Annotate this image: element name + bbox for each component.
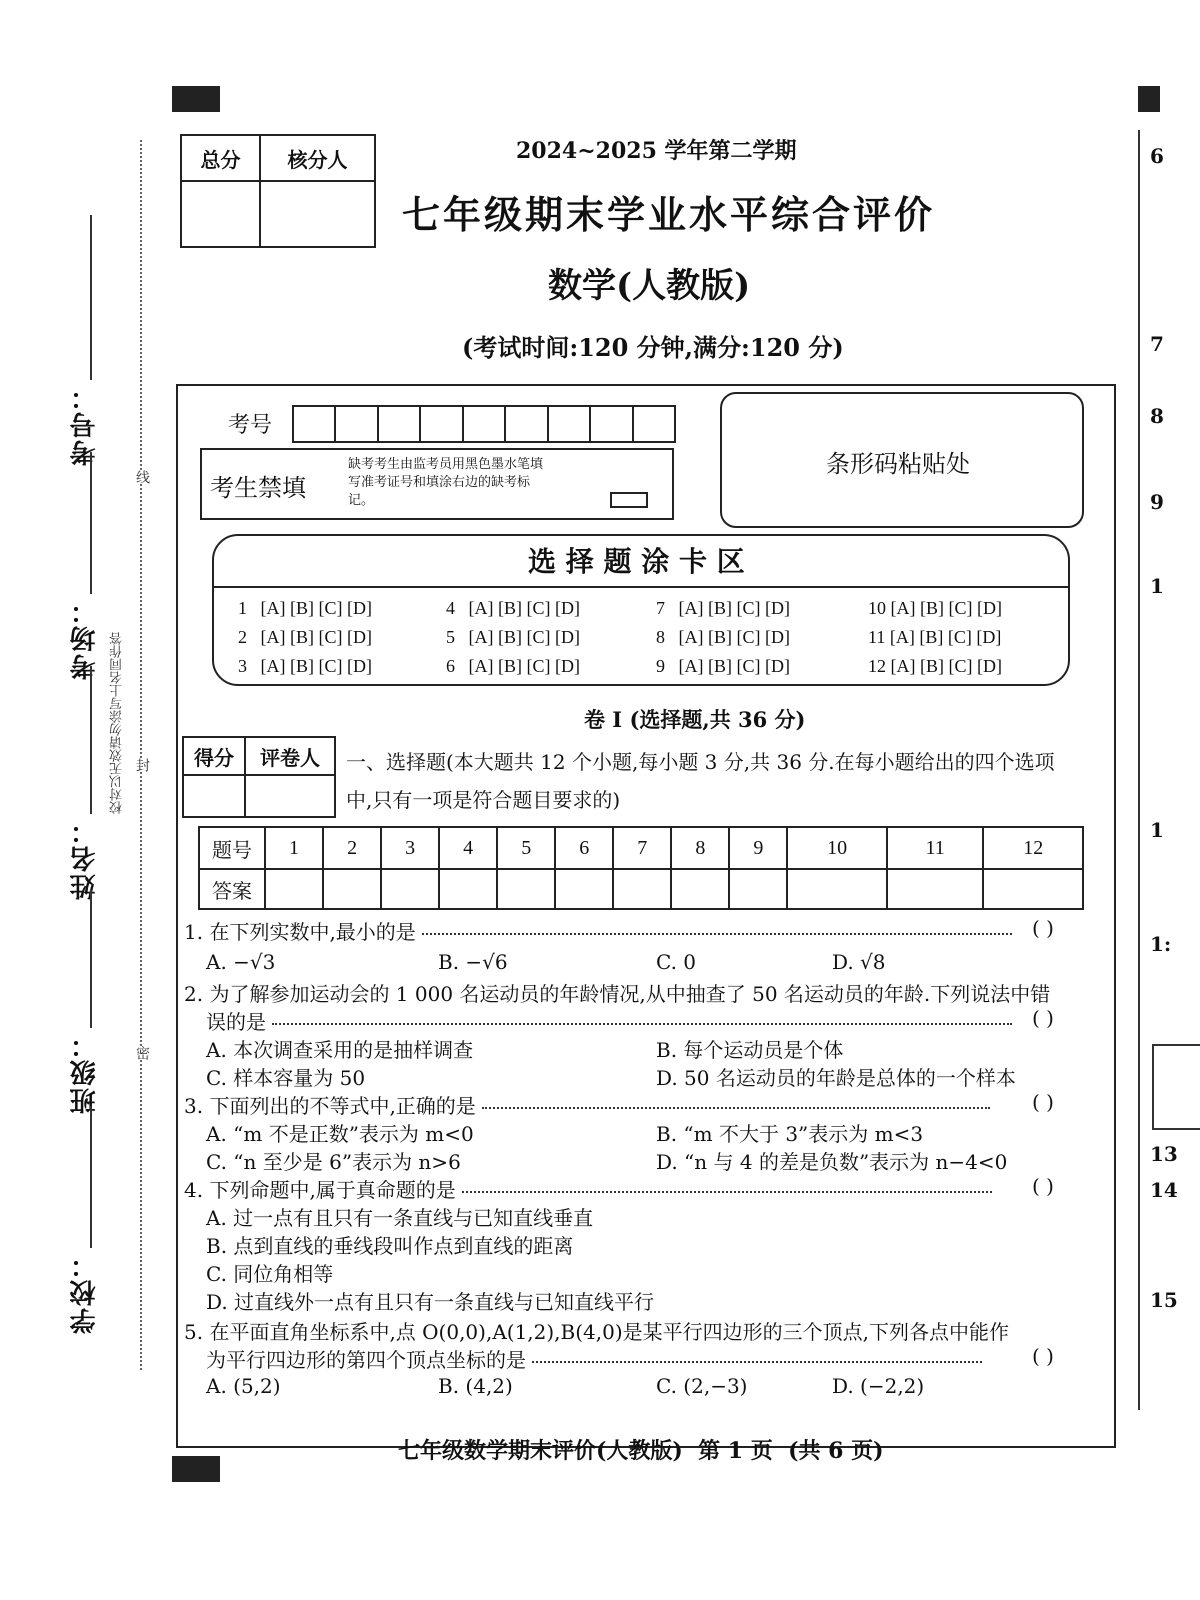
question-1-option-a: A. −√3 — [206, 950, 276, 974]
answer-cell[interactable] — [265, 869, 323, 909]
answer-cell[interactable] — [323, 869, 381, 909]
answer-paren[interactable]: ( ) — [1032, 1090, 1054, 1114]
bubble-col-4[interactable]: 10 [A] [B] [C] [D] 11 [A] [B] [C] [D] 12 [A] [B] [C] [D] — [868, 598, 1002, 676]
exam-no-label: 考号 — [228, 413, 273, 438]
answer-paren[interactable]: ( ) — [1032, 1006, 1054, 1030]
question-1-stem: 1. 在下列实数中,最小的是 — [184, 916, 1012, 945]
question-4-option-d: D. 过直线外一点有且只有一条直线与已知直线平行 — [206, 1290, 655, 1314]
section1-instruction-2: 中,只有一项是符合题目要求的) — [346, 788, 621, 812]
binding-line-4 — [90, 890, 92, 1028]
answer-table-row-label: 答案 — [199, 869, 265, 909]
answer-cell[interactable] — [497, 869, 555, 909]
question-1-option-d: D. √8 — [832, 950, 886, 974]
question-4-option-a: A. 过一点有且只有一条直线与已知直线垂直 — [206, 1206, 594, 1230]
next-page-edge — [1138, 130, 1200, 1410]
question-5-stem: 5. 在平面直角坐标系中,点 O(0,0),A(1,2),B(4,0)是某平行四边形的三个顶点,下列各点中能作 — [184, 1320, 1009, 1344]
answer-table-num: 9 — [729, 827, 787, 869]
grader-label: 评卷人 — [245, 737, 335, 775]
time-info: (考试时间:120 分钟,满分:120 分) — [462, 333, 844, 362]
next-page-number: 14 — [1150, 1178, 1178, 1202]
score-label: 得分 — [183, 737, 245, 775]
binding-label-room: 考场： — [70, 596, 100, 680]
answer-table-num: 11 — [887, 827, 983, 869]
question-5-option-a: A. (5,2) — [206, 1374, 281, 1398]
next-page-box — [1152, 1044, 1200, 1130]
binding-line-5 — [90, 1106, 92, 1248]
corner-mark-top — [172, 86, 220, 112]
bubble-col-2[interactable]: 4 [A] [B] [C] [D] 5 [A] [B] [C] [D] 6 [A] [B] [C] [D] — [446, 598, 580, 676]
question-1-option-c: C. 0 — [656, 950, 697, 974]
subject-title: 数学(人教版) — [548, 266, 751, 306]
answer-cell[interactable] — [555, 869, 613, 909]
answer-cell[interactable] — [381, 869, 439, 909]
answer-table-num: 7 — [613, 827, 671, 869]
question-5-option-b: B. (4,2) — [438, 1374, 513, 1398]
corner-mark-bottom — [172, 1456, 220, 1482]
bubble-col-1[interactable]: 1 [A] [B] [C] [D] 2 [A] [B] [C] [D] 3 [A] [B] [C] [D] — [238, 598, 372, 676]
section1-header: 卷 I (选择题,共 36 分) — [584, 707, 806, 732]
next-page-number: 7 — [1150, 332, 1164, 356]
forbidden-text: 缺考考生由监考员用黑色墨水笔填写准考证号和填涂右边的缺考标记。 — [348, 457, 544, 508]
question-5-option-c: C. (2,−3) — [656, 1374, 748, 1398]
question-3-option-b: B. “m 不大于 3”表示为 m<3 — [656, 1122, 924, 1146]
answer-cell[interactable] — [439, 869, 497, 909]
binding-line-2 — [90, 452, 92, 594]
answer-table-num: 12 — [983, 827, 1083, 869]
answer-paren[interactable]: ( ) — [1032, 1344, 1054, 1368]
binding-label-class: 班级： — [70, 1030, 100, 1114]
question-3-option-a: A. “m 不是正数”表示为 m<0 — [206, 1122, 474, 1146]
question-4-stem: 4. 下列命题中,属于真命题的是 — [184, 1174, 992, 1203]
question-2-stem: 2. 为了解参加运动会的 1 000 名运动员的年龄情况,从中抽查了 50 名运动员的年龄.下列说法中错 — [184, 982, 1051, 1006]
answer-table-num: 1 — [265, 827, 323, 869]
next-page-number: 1 — [1150, 818, 1164, 842]
total-score-label: 总分 — [181, 135, 260, 181]
page-footer: 七年级数学期末评价(人教版) 第 1 页 (共 6 页) — [398, 1438, 884, 1464]
binding-word-xian: 线 — [134, 470, 150, 484]
question-3-option-c: C. “n 至少是 6”表示为 n>6 — [206, 1150, 461, 1174]
absent-mark-box[interactable] — [610, 492, 648, 508]
answer-cell[interactable] — [887, 869, 983, 909]
checker-cell[interactable] — [260, 181, 375, 247]
exam-title: 七年级期末学业水平综合评价 — [402, 192, 936, 237]
answer-table-num: 2 — [323, 827, 381, 869]
binding-word-feng: 封 — [134, 758, 150, 772]
binding-dotted-line — [140, 140, 142, 1370]
score-cell[interactable] — [183, 775, 245, 817]
forbidden-label: 考生禁填 — [210, 474, 306, 502]
next-page-number: 8 — [1150, 404, 1164, 428]
question-5-option-d: D. (−2,2) — [832, 1374, 925, 1398]
answer-table-header-label: 题号 — [199, 827, 265, 869]
binding-line-3 — [90, 666, 92, 814]
answer-table-num: 6 — [555, 827, 613, 869]
answer-cell[interactable] — [613, 869, 671, 909]
forbidden-box — [200, 448, 674, 520]
bubble-area-title: 选 择 题 涂 卡 区 — [528, 545, 745, 578]
answer-cell[interactable] — [983, 869, 1083, 909]
answer-table-num: 3 — [381, 827, 439, 869]
next-page-number: 6 — [1150, 144, 1164, 168]
total-score-box — [180, 134, 376, 248]
next-page-number: 9 — [1150, 490, 1164, 514]
binding-label-name: 姓名： — [70, 816, 100, 900]
answer-cell[interactable] — [671, 869, 729, 909]
next-page-number: 1 — [1150, 574, 1164, 598]
question-2-option-d: D. 50 名运动员的年龄是总体的一个样本 — [656, 1066, 1016, 1090]
answer-cell[interactable] — [787, 869, 887, 909]
term-line: 2024~2025 学年第二学期 — [516, 138, 797, 164]
question-2-option-a: A. 本次调查采用的是抽样调查 — [206, 1038, 474, 1062]
binding-notice: 校对以无效请勿涂写上名同作答 — [110, 632, 125, 814]
question-3-option-d: D. “n 与 4 的差是负数”表示为 n−4<0 — [656, 1150, 1008, 1174]
barcode-label: 条形码粘贴处 — [826, 450, 970, 478]
section1-instruction-1: 一、选择题(本大题共 12 个小题,每小题 3 分,共 36 分.在每小题给出的四个选项 — [346, 750, 1055, 774]
answer-paren[interactable]: ( ) — [1032, 916, 1054, 940]
answer-table-num: 8 — [671, 827, 729, 869]
next-page-number: 13 — [1150, 1142, 1178, 1166]
question-4-option-c: C. 同位角相等 — [206, 1262, 334, 1286]
question-5-stem-2: 为平行四边形的第四个顶点坐标的是 — [206, 1344, 982, 1373]
answer-table-num: 4 — [439, 827, 497, 869]
section1-score-box — [182, 736, 336, 818]
answer-table-num: 10 — [787, 827, 887, 869]
binding-label-school: 学校： — [70, 1250, 100, 1334]
answer-cell[interactable] — [729, 869, 787, 909]
bubble-col-3[interactable]: 7 [A] [B] [C] [D] 8 [A] [B] [C] [D] 9 [A] [B] [C] [D] — [656, 598, 790, 676]
answer-paren[interactable]: ( ) — [1032, 1174, 1054, 1198]
corner-mark-right — [1138, 86, 1160, 112]
checker-label: 核分人 — [260, 135, 375, 181]
answer-table-num: 5 — [497, 827, 555, 869]
question-2-option-c: C. 样本容量为 50 — [206, 1066, 366, 1090]
answer-table — [198, 826, 1084, 910]
total-score-cell[interactable] — [181, 181, 260, 247]
question-2-option-b: B. 每个运动员是个体 — [656, 1038, 844, 1062]
question-1-option-b: B. −√6 — [438, 950, 508, 974]
question-3-stem: 3. 下面列出的不等式中,正确的是 — [184, 1090, 990, 1119]
next-page-number: 15 — [1150, 1288, 1178, 1312]
exam-no-grid[interactable] — [292, 405, 676, 443]
grader-cell[interactable] — [245, 775, 335, 817]
next-page-number: 1: — [1150, 932, 1172, 956]
binding-label-exam-no: 考号： — [70, 382, 100, 466]
question-4-option-b: B. 点到直线的垂线段叫作点到直线的距离 — [206, 1234, 574, 1258]
question-2-stem-2: 误的是 — [206, 1006, 1012, 1035]
binding-line-1 — [90, 215, 92, 380]
barcode-area — [720, 392, 1084, 528]
binding-word-mi: 密 — [134, 1046, 150, 1060]
